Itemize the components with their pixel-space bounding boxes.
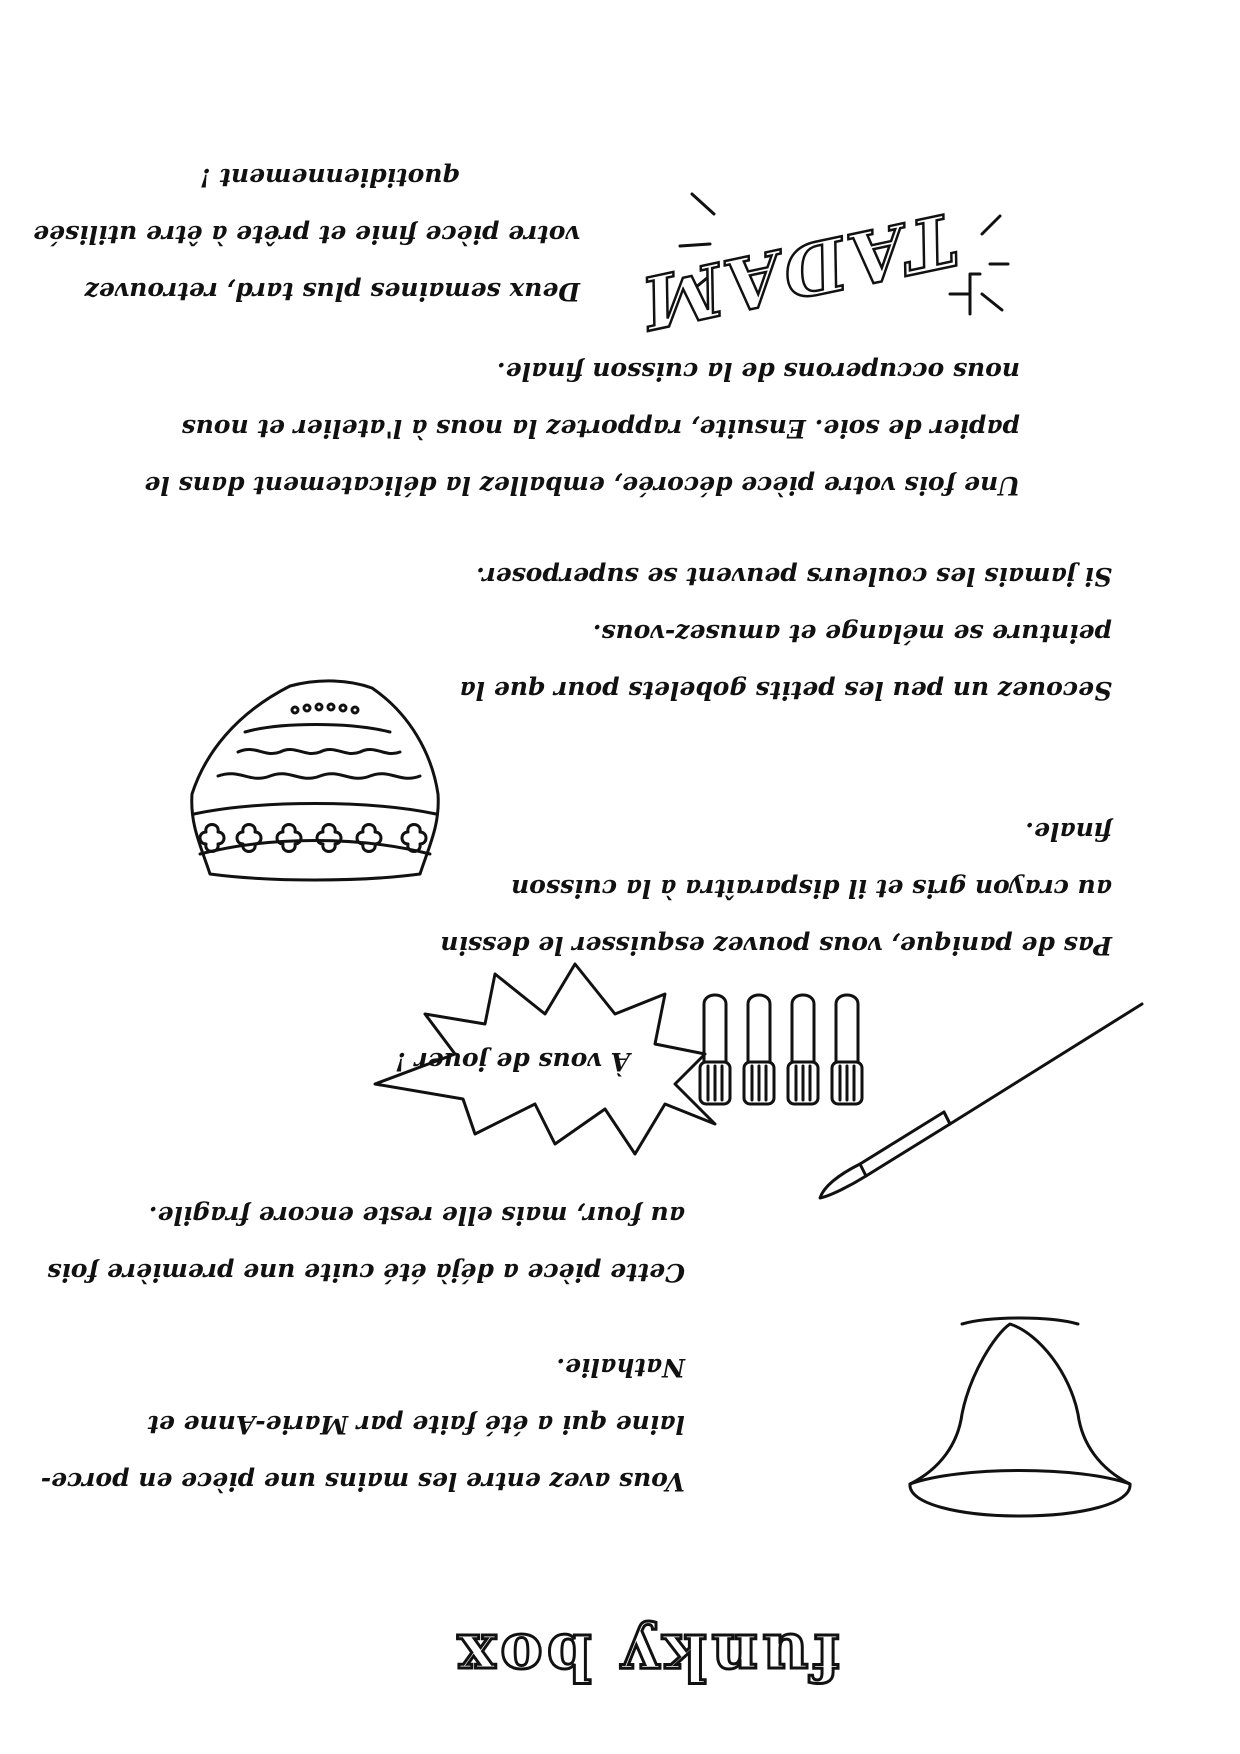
title: funky box [454, 1619, 840, 1694]
wrap-line-1: Une fois votre pièce décorée, emballez la délicatement dans le [144, 471, 1020, 500]
shake-line-3: Si jamais les couleurs peuvent se superposer. [476, 562, 1112, 591]
decorated-vase-icon [180, 674, 450, 884]
fragile-line-1: Cette pièce a déjà été cuite une première fois [47, 1258, 685, 1287]
fragile-line-2: au four, mais elle reste encore fragile. [148, 1201, 685, 1230]
final-line-2: votre pièce finie et prête à être utilisée [33, 220, 580, 249]
final-line-3: quotidiennement ! [199, 163, 460, 192]
wrap-line-3: nous occuperons de la cuisson finale. [496, 357, 1020, 386]
shake-line-2: peinture se mélange et amusez-vous. [592, 619, 1112, 648]
intro-line-3: Nathalie. [556, 1353, 685, 1382]
shake-line-1: Secouez un peu les petits gobelets pour que la [459, 676, 1112, 705]
sketch-line-2: au crayon gris et il disparaîtra à la cuisson [511, 874, 1112, 903]
wrap-line-2: papier de soie. Ensuite, rapportez la nous à l'atelier et nous [181, 414, 1020, 443]
tadam-text: TADAM [631, 196, 966, 347]
intro-line-1: Vous avez entre les mains une pièce en porce- [40, 1467, 685, 1496]
sketch-line-1: Pas de panique, vous pouvez esquisser le dessin [440, 931, 1112, 960]
intro-line-2: laine qui a été faite par Marie-Anne et [147, 1410, 685, 1439]
badge-text: À vous de jouer ! [395, 1047, 630, 1076]
sketch-line-3: finale. [1025, 817, 1112, 846]
final-line-1: Deux semaines plus tard, retrouvez [84, 277, 580, 306]
vase-drawing-icon [900, 1294, 1140, 1524]
